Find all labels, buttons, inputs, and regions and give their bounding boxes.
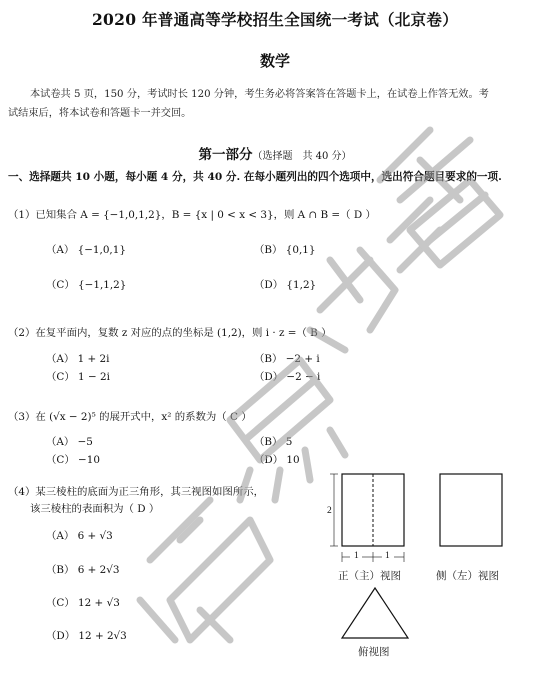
question-1-option-c: （C） {−1,1,2} (46, 279, 127, 291)
question-1-option-b: （B） {0,1} (254, 244, 316, 256)
question-3-option-d: （D） 10 (254, 454, 300, 466)
exam-title: 2020 年普通高等学校招生全国统一考试（北京卷） (91, 10, 459, 29)
question-4-option-c: （C） 12 + √3 (46, 597, 120, 609)
width-dimension-label-left: 1 (354, 551, 359, 561)
subject-title: 数学 (259, 52, 290, 70)
question-2-option-d: （D） −2 − i (254, 371, 321, 383)
intro-line-2: 试结束后，将本试卷和答题卡一并交回。 (8, 108, 192, 119)
part-title: 第一部分 (198, 147, 253, 163)
question-4-stem-line-2: 该三棱柱的表面积为（ D ） (30, 503, 160, 515)
question-2-option-a: （A） 1 + 2i (46, 353, 110, 365)
question-4-option-a: （A） 6 + √3 (46, 530, 113, 542)
question-3-option-b: （B） 5 (254, 436, 293, 448)
front-view-label: 正（主）视图 (338, 570, 401, 582)
height-dimension-label: 2 (327, 506, 332, 516)
question-3-option-a: （A） −5 (46, 436, 93, 448)
part-note: （选择题 共 40 分） (252, 151, 352, 162)
question-4-stem-line-1: （4）某三棱柱的底面为正三角形，其三视图如图所示， (8, 486, 264, 498)
top-view-label: 俯视图 (358, 646, 390, 658)
question-2-stem: （2）在复平面内，复数 z 对应的点的坐标是 (1,2)，则 i · z =（ B ） (8, 327, 332, 339)
width-dimension-label-right: 1 (385, 551, 390, 561)
question-2-option-c: （C） 1 − 2i (46, 371, 110, 383)
question-1-option-d: （D） {1,2} (254, 279, 317, 291)
section-heading: 一、选择题共 10 小题，每小题 4 分，共 40 分. 在每小题列出的四个选项中，选出符合题目要求的一项. (8, 171, 502, 183)
question-2-option-b: （B） −2 + i (254, 353, 320, 365)
side-view-rect (440, 474, 502, 546)
question-1-option-a: （A） {−1,0,1} (46, 244, 126, 256)
top-view-triangle (342, 588, 408, 638)
part-heading (0, 143, 550, 163)
intro-line-1: 本试卷共 5 页，150 分，考试时长 120 分钟，考生务必将答案答在答题卡上，在试卷上作答无效。考 (30, 89, 489, 100)
question-3-stem: （3）在 (√x − 2)⁵ 的展开式中，x² 的系数为（ C ） (8, 411, 252, 423)
question-4-option-b: （B） 6 + 2√3 (46, 564, 120, 576)
question-3-option-c: （C） −10 (46, 454, 100, 466)
question-1-stem: （1）已知集合 A = {−1,0,1,2}，B = {x | 0 < x < 3}，则 A ∩ B =（ D ） (8, 209, 376, 221)
question-4-option-d: （D） 12 + 2√3 (46, 630, 127, 642)
side-view-label: 侧（左）视图 (436, 570, 499, 582)
